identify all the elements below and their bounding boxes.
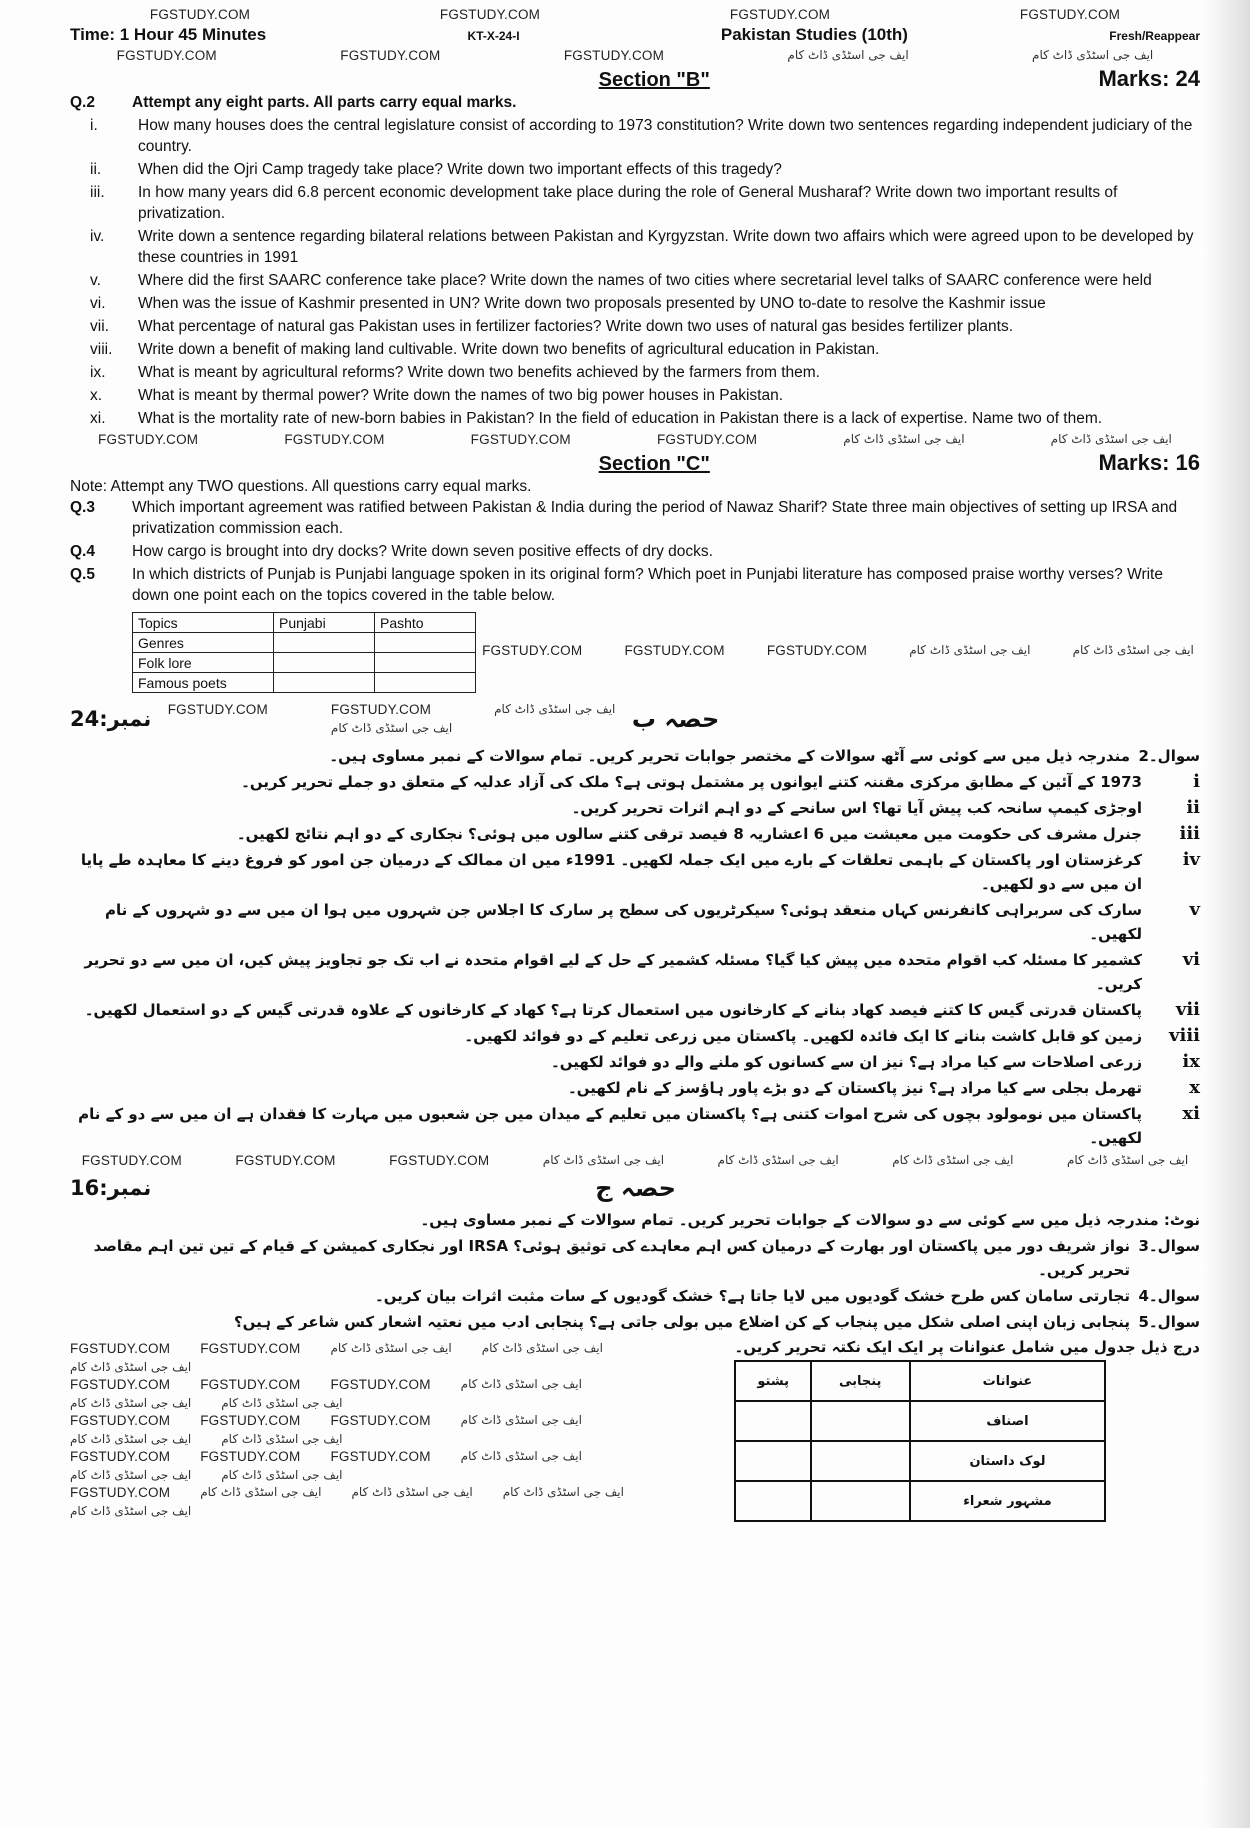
watermark-text: FGSTUDY.COM	[482, 643, 583, 658]
watermark-text: FGSTUDY.COM	[200, 1377, 301, 1392]
watermark-urdu: ایف جی اسٹڈی ڈاٹ کام	[787, 48, 909, 62]
table-row	[133, 633, 476, 653]
section-c-header	[70, 450, 1200, 476]
urdu-c-title: حصہ ج	[595, 1174, 676, 1202]
table-header-cell: Topics	[133, 613, 274, 633]
question-item	[90, 293, 1200, 314]
watermark-text: FGSTUDY.COM	[70, 1341, 171, 1356]
urdu-item-text: سارک کی سربراہی کانفرنس کہاں منعقد ہوئی؟ سیکرٹریوں کی سطح پر سارک کا اجلاس جن شہروں میں ہوا ان میں سے دو شہروں کے نام لکھیں۔	[105, 901, 1142, 943]
section-c-title: Section "C"	[598, 453, 710, 475]
watermark-text: FGSTUDY.COM	[656, 432, 758, 447]
watermark-text: FGSTUDY.COM	[116, 48, 217, 63]
watermark-urdu: ایف جی اسٹڈی ڈاٹ کام	[909, 643, 1031, 657]
item-text: What percentage of natural gas Pakistan uses in fertilizer factories? Write down two uses of natural gas besides fertilizer plants.	[138, 318, 1014, 335]
time-label: Time: 1 Hour 45 Minutes	[70, 25, 267, 44]
item-text: What is meant by thermal power? Write down the names of two big power houses in Pakistan.	[138, 387, 783, 404]
q2-header	[70, 92, 1200, 113]
urdu-question-item	[70, 948, 1200, 996]
urdu-question-number: سوال۔5	[1138, 1313, 1200, 1331]
watermark-urdu: ایف جی اسٹڈی ڈاٹ کام	[502, 1485, 624, 1499]
table-cell	[375, 653, 476, 673]
table-cell: Famous poets	[133, 673, 274, 693]
table-header-row	[735, 1361, 1105, 1401]
watermark-row	[70, 48, 1200, 63]
urdu-question-text: پنجابی زبان اپنی اصلی شکل میں پنجاب کے کن اضلاع میں بولی جاتی ہے؟ پنجابی ادب میں نعتیہ اشعار کس شاعر کے ہیں؟	[233, 1313, 1130, 1331]
urdu-question-item	[70, 1102, 1200, 1150]
question-item	[90, 182, 1200, 224]
watermark-urdu: ایف جی اسٹڈی ڈاٹ کام	[70, 1432, 192, 1446]
urdu-b-header	[70, 699, 1200, 738]
watermark-urdu: ایف جی اسٹڈی ڈاٹ کام	[460, 1377, 582, 1391]
section-b-marks: Marks: 24	[1098, 66, 1200, 91]
urdu-b-title: حصہ ب	[631, 704, 720, 733]
urdu-question-item	[70, 1284, 1200, 1308]
urdu-item-number: iv	[1182, 849, 1200, 870]
section-b-header	[70, 66, 1200, 92]
watermark-urdu: ایف جی اسٹڈی ڈاٹ کام	[70, 1396, 192, 1410]
watermark-row	[70, 1153, 1200, 1168]
urdu-q2-instruction: مندرجہ ذیل میں سے کوئی سے آٹھ سوالات کے مختصر جوابات تحریر کریں۔ تمام سوالات کے نمبر مساوی ہیں۔	[329, 747, 1130, 765]
watermark-text: FGSTUDY.COM	[439, 7, 541, 22]
question-item	[90, 385, 1200, 406]
urdu-section-b	[70, 744, 1200, 1150]
watermark-urdu: ایف جی اسٹڈی ڈاٹ کام	[330, 721, 453, 735]
watermark-urdu: ایف جی اسٹڈی ڈاٹ کام	[70, 1360, 192, 1374]
item-text: What is the mortality rate of new-born babies in Pakistan? In the field of education in Pakistan there is a lack of expertise. Name two of them.	[138, 410, 1103, 427]
urdu-item-number: vi	[1182, 949, 1200, 970]
urdu-item-text: اوجڑی کیمپ سانحہ کب پیش آیا تھا؟ اس سانحے کے دو اہم اثرات تحریر کریں۔	[571, 799, 1142, 817]
question-item	[70, 541, 1200, 562]
urdu-item-number: vii	[1175, 999, 1200, 1020]
urdu-c-note: نوٹ: مندرجہ ذیل میں سے کوئی سے دو سوالات کے جوابات تحریر کریں۔ تمام سوالات کے نمبر مساوی ہیں۔	[420, 1211, 1200, 1229]
table-cell: Genres	[133, 633, 274, 653]
watermark-urdu: ایف جی اسٹڈی ڈاٹ کام	[460, 1449, 582, 1463]
watermark-text: FGSTUDY.COM	[729, 7, 831, 22]
question-number: Q.5	[70, 566, 95, 583]
urdu-q2-label: سوال۔2	[1138, 747, 1200, 765]
item-number: v.	[90, 272, 101, 289]
section-c-note: Note: Attempt any TWO questions. All questions carry equal marks.	[70, 478, 532, 495]
question-text: How cargo is brought into dry docks? Write down seven positive effects of dry docks.	[132, 543, 713, 560]
question-item	[90, 339, 1200, 360]
table-cell: اصناف	[910, 1401, 1106, 1441]
watermark-urdu: ایف جی اسٹڈی ڈاٹ کام	[892, 1153, 1014, 1167]
table-cell	[811, 1401, 910, 1441]
watermark-urdu: ایف جی اسٹڈی ڈاٹ کام	[200, 1485, 322, 1499]
subject-title: Pakistan Studies (10th)	[720, 25, 908, 44]
urdu-question-text: تجارتی سامان کس طرح خشک گودیوں میں لایا جاتا ہے؟ خشک گودیوں کے سات مثبت اثرات بیان کریں۔	[375, 1287, 1130, 1305]
item-text: How many houses does the central legislature consist of according to 1973 constitution? Write down two sentences regarding independent judiciary of the country.	[138, 117, 1193, 155]
urdu-table-intro: درج ذیل جدول میں شامل عنوانات پر ایک ایک نکتہ تحریر کریں۔	[734, 1338, 1200, 1356]
watermark-urdu: ایف جی اسٹڈی ڈاٹ کام	[481, 1341, 603, 1355]
urdu-c-header	[70, 1174, 1200, 1202]
urdu-item-text: کرغزستان اور پاکستان کے باہمی تعلقات کے بارے میں ایک جملہ لکھیں۔ 1991ء میں ان ممالک کے درمیان جن امور کو فروغ دینے کا معاہدہ طے پایا ان میں سے دو لکھیں۔	[80, 851, 1142, 893]
table-cell	[274, 673, 375, 693]
item-number: i.	[90, 117, 98, 134]
watermark-urdu: ایف جی اسٹڈی ڈاٹ کام	[221, 1432, 343, 1446]
question-item	[90, 270, 1200, 291]
urdu-item-text: تھرمل بجلی سے کیا مراد ہے؟ نیز پاکستان کے دو بڑے پاور ہاؤسز کے نام لکھیں۔	[567, 1079, 1142, 1097]
urdu-question-item	[70, 998, 1200, 1022]
urdu-item-number: x	[1189, 1077, 1200, 1098]
question-item	[90, 115, 1200, 157]
urdu-question-item	[70, 898, 1200, 946]
question-item	[90, 408, 1200, 429]
urdu-question-item	[70, 770, 1200, 794]
watermark-text: FGSTUDY.COM	[330, 1377, 431, 1392]
urdu-q2-header	[70, 744, 1200, 768]
urdu-question-item	[70, 1234, 1200, 1282]
header-row	[70, 25, 1200, 45]
watermark-urdu: ایف جی اسٹڈی ڈاٹ کام	[843, 432, 965, 446]
watermark-text: FGSTUDY.COM	[70, 1449, 171, 1464]
watermark-row	[70, 1413, 714, 1446]
watermark-text: FGSTUDY.COM	[200, 1413, 301, 1428]
watermark-row	[476, 643, 1200, 658]
watermark-urdu: ایف جی اسٹڈی ڈاٹ کام	[1072, 643, 1194, 657]
watermark-text: FGSTUDY.COM	[235, 1153, 336, 1168]
table-header-cell: Punjabi	[274, 613, 375, 633]
item-number: ix.	[90, 364, 106, 381]
table-header-cell: پنجابی	[811, 1361, 910, 1401]
table-cell: مشہور شعراء	[910, 1481, 1106, 1521]
watermark-text: FGSTUDY.COM	[167, 702, 268, 717]
watermark-text: FGSTUDY.COM	[200, 1341, 301, 1356]
urdu-c-marks: نمبر:16	[70, 1176, 152, 1200]
urdu-question-item	[70, 796, 1200, 820]
item-number: vi.	[90, 295, 106, 312]
item-number: x.	[90, 387, 103, 404]
watermark-row	[70, 1341, 714, 1374]
question-text: Which important agreement was ratified between Pakistan & India during the period of Nawaz Sharif? State three main objectives of setting up IRSA and privatization commission each.	[132, 499, 1178, 537]
urdu-item-number: xi	[1182, 1103, 1200, 1124]
watermark-text: FGSTUDY.COM	[563, 48, 665, 63]
watermark-row	[70, 1485, 714, 1518]
urdu-item-number: i	[1193, 771, 1200, 792]
urdu-question-item	[70, 822, 1200, 846]
watermark-text: FGSTUDY.COM	[470, 432, 571, 447]
watermark-row	[151, 702, 632, 735]
watermark-text: FGSTUDY.COM	[70, 1485, 171, 1500]
q2-label: Q.2	[70, 94, 95, 111]
urdu-c-note-row	[70, 1208, 1200, 1232]
item-text: Write down a sentence regarding bilateral relations between Pakistan and Kyrgyzstan. Write down two affairs which were agreed upon to be developed by these countries in 1991	[138, 228, 1194, 266]
watermark-text: FGSTUDY.COM	[766, 643, 868, 658]
watermark-text: FGSTUDY.COM	[340, 48, 441, 63]
item-number: xi.	[90, 410, 106, 427]
watermark-urdu: ایف جی اسٹڈی ڈاٹ کام	[717, 1153, 839, 1167]
watermark-text: FGSTUDY.COM	[624, 643, 725, 658]
watermark-text: FGSTUDY.COM	[200, 1449, 301, 1464]
urdu-item-number: viii	[1169, 1025, 1200, 1046]
urdu-item-number: ii	[1186, 797, 1200, 818]
table-cell	[735, 1441, 810, 1481]
urdu-item-text: پاکستان میں نومولود بچوں کی شرح اموات کتنی ہے؟ پاکستان میں تعلیم کے میدان میں جن شعبوں میں مہارت کا فقدان ہے ان میں سے دو کے نام لکھیں۔	[78, 1105, 1142, 1147]
item-text: Where did the first SAARC conference take place? Write down the names of two cities where secretarial level talks of SAARC conference were held	[138, 272, 1152, 289]
q2-instruction: Attempt any eight parts. All parts carry equal marks.	[132, 94, 517, 111]
item-number: iii.	[90, 184, 105, 201]
urdu-item-text: پاکستان قدرتی گیس کا کتنے فیصد کھاد بنانے کے کارخانوں میں استعمال کرتا ہے؟ کھاد کے کارخانوں کے علاوہ قدرتی گیس کے دو استعمال لکھیں۔	[84, 1001, 1142, 1019]
watermark-row	[70, 1377, 714, 1410]
watermark-text: FGSTUDY.COM	[389, 1153, 490, 1168]
bottom-watermarks	[70, 1338, 714, 1522]
item-text: Write down a benefit of making land cultivable. Write down two benefits of agricultural education in Pakistan.	[138, 341, 880, 358]
table-area	[70, 608, 1200, 693]
urdu-section-c	[70, 1208, 1200, 1334]
table-row	[133, 653, 476, 673]
urdu-table-area	[734, 1338, 1200, 1522]
watermark-text: FGSTUDY.COM	[70, 1377, 171, 1392]
table-cell: لوک داستان	[910, 1441, 1106, 1481]
urdu-question-number: سوال۔4	[1138, 1287, 1200, 1305]
question-number: Q.4	[70, 543, 95, 560]
watermark-text: FGSTUDY.COM	[98, 432, 199, 447]
question-item	[90, 316, 1200, 337]
watermark-urdu: ایف جی اسٹڈی ڈاٹ کام	[460, 1413, 582, 1427]
question-item	[70, 564, 1200, 606]
urdu-item-text: جنرل مشرف کی حکومت میں معیشت میں 6 اعشاریہ 8 فیصد ترقی کتنے سالوں میں ہوئی؟ نجکاری کے دو اہم نتائج لکھیں۔	[236, 825, 1142, 843]
question-item	[90, 226, 1200, 268]
watermark-urdu: ایف جی اسٹڈی ڈاٹ کام	[221, 1396, 343, 1410]
watermark-row	[70, 432, 1200, 447]
watermark-text: FGSTUDY.COM	[330, 1449, 431, 1464]
table-row	[735, 1441, 1105, 1481]
table-cell	[274, 653, 375, 673]
watermark-text: FGSTUDY.COM	[81, 1153, 182, 1168]
item-number: vii.	[90, 318, 109, 335]
urdu-question-item	[70, 848, 1200, 896]
watermark-text: FGSTUDY.COM	[70, 1413, 171, 1428]
table-cell	[735, 1481, 810, 1521]
watermark-urdu: ایف جی اسٹڈی ڈاٹ کام	[70, 1504, 192, 1518]
item-text: When was the issue of Kashmir presented in UN? Write down two proposals presented by UNO to-date to resolve the Kashmir issue	[138, 295, 1046, 312]
watermark-text: FGSTUDY.COM	[1019, 7, 1121, 22]
watermark-text: FGSTUDY.COM	[330, 702, 432, 717]
table-header-cell: Pashto	[375, 613, 476, 633]
table-cell	[375, 633, 476, 653]
watermark-urdu: ایف جی اسٹڈی ڈاٹ کام	[330, 1341, 452, 1355]
item-number: ii.	[90, 161, 102, 178]
watermark-urdu: ایف جی اسٹڈی ڈاٹ کام	[1032, 48, 1154, 62]
table-header-row	[133, 613, 476, 633]
watermark-text: FGSTUDY.COM	[284, 432, 385, 447]
urdu-question-text: نواز شریف دور میں پاکستان اور بھارت کے درمیان کس اہم معاہدے کی توثیق ہوئی؟ IRSA اور نجکاری کمیشن کے قیام کے تین تین اہم مقاصد تحریر کریں۔	[93, 1237, 1130, 1279]
table-cell	[375, 673, 476, 693]
question-item	[90, 362, 1200, 383]
urdu-topics-table	[734, 1360, 1106, 1522]
urdu-question-item	[70, 1050, 1200, 1074]
bottom-area	[70, 1338, 1200, 1522]
item-number: iv.	[90, 228, 105, 245]
watermark-row	[70, 7, 1200, 22]
urdu-item-number: v	[1189, 899, 1200, 920]
table-row	[735, 1481, 1105, 1521]
table-row	[735, 1401, 1105, 1441]
table-cell: Folk lore	[133, 653, 274, 673]
urdu-item-text: کشمیر کا مسئلہ کب اقوام متحدہ میں پیش کیا گیا؟ مسئلہ کشمیر کے حل کے لیے اقوام متحدہ نے اب تک جو تجاویز پیش کیں، ان میں سے دو تحریر کریں۔	[84, 951, 1142, 993]
table-header-cell: پشتو	[735, 1361, 810, 1401]
urdu-item-number: iii	[1179, 823, 1200, 844]
item-text: When did the Ojri Camp tragedy take place? Write down two important effects of this tragedy?	[138, 161, 782, 178]
urdu-question-item	[70, 1076, 1200, 1100]
section-c-marks: Marks: 16	[1098, 450, 1200, 475]
topics-table	[132, 612, 476, 693]
table-cell	[811, 1441, 910, 1481]
table-cell	[811, 1481, 910, 1521]
watermark-text: FGSTUDY.COM	[149, 7, 251, 22]
table-cell	[274, 633, 375, 653]
question-item	[90, 159, 1200, 180]
table-header-cell: عنوانات	[910, 1361, 1106, 1401]
question-text: In which districts of Punjab is Punjabi language spoken in its original form? Which poet in Punjabi literature has composed praise worthy verses? Write down one point each on the topics covered in the table below.	[132, 566, 1163, 604]
watermark-urdu: ایف جی اسٹڈی ڈاٹ کام	[1066, 1153, 1189, 1167]
urdu-question-item	[70, 1024, 1200, 1048]
urdu-item-text: زمین کو قابل کاشت بنانے کا ایک فائدہ لکھیں۔ پاکستان میں زرعی تعلیم کے دو فوائد لکھیں۔	[464, 1027, 1142, 1045]
watermark-urdu: ایف جی اسٹڈی ڈاٹ کام	[221, 1468, 343, 1482]
paper-type: Fresh/Reappear	[1109, 29, 1200, 43]
item-text: What is meant by agricultural reforms? Write down two benefits achieved by the farmers from them.	[138, 364, 820, 381]
urdu-item-text: زرعی اصلاحات سے کیا مراد ہے؟ نیز ان سے کسانوں کو ملنے والے دو فوائد لکھیں۔	[550, 1053, 1142, 1071]
watermark-row	[70, 1449, 714, 1482]
watermark-urdu: ایف جی اسٹڈی ڈاٹ کام	[494, 702, 616, 716]
urdu-item-number: ix	[1182, 1051, 1200, 1072]
question-item	[70, 497, 1200, 539]
table-cell	[735, 1401, 810, 1441]
watermark-urdu: ایف جی اسٹڈی ڈاٹ کام	[351, 1485, 473, 1499]
urdu-question-item	[70, 1310, 1200, 1334]
paper-code: KT-X-24-I	[467, 29, 520, 43]
table-row	[133, 673, 476, 693]
section-b-title: Section "B"	[598, 69, 710, 91]
watermark-urdu: ایف جی اسٹڈی ڈاٹ کام	[542, 1153, 665, 1167]
watermark-urdu: ایف جی اسٹڈی ڈاٹ کام	[70, 1468, 192, 1482]
urdu-item-text: 1973 کے آئین کے مطابق مرکزی مقننہ کتنے ایوانوں پر مشتمل ہوتی ہے؟ ملک کی آزاد عدلیہ کے متعلق دو جملے تحریر کریں۔	[241, 773, 1142, 791]
watermark-text: FGSTUDY.COM	[330, 1413, 431, 1428]
item-number: viii.	[90, 341, 113, 358]
item-text: In how many years did 6.8 percent economic development take place during the role of General Musharaf? Write down two important results of privatization.	[138, 184, 1118, 222]
watermark-urdu: ایف جی اسٹڈی ڈاٹ کام	[1050, 432, 1172, 446]
urdu-question-number: سوال۔3	[1138, 1237, 1200, 1255]
urdu-b-marks: نمبر:24	[70, 706, 152, 731]
question-number: Q.3	[70, 499, 95, 516]
